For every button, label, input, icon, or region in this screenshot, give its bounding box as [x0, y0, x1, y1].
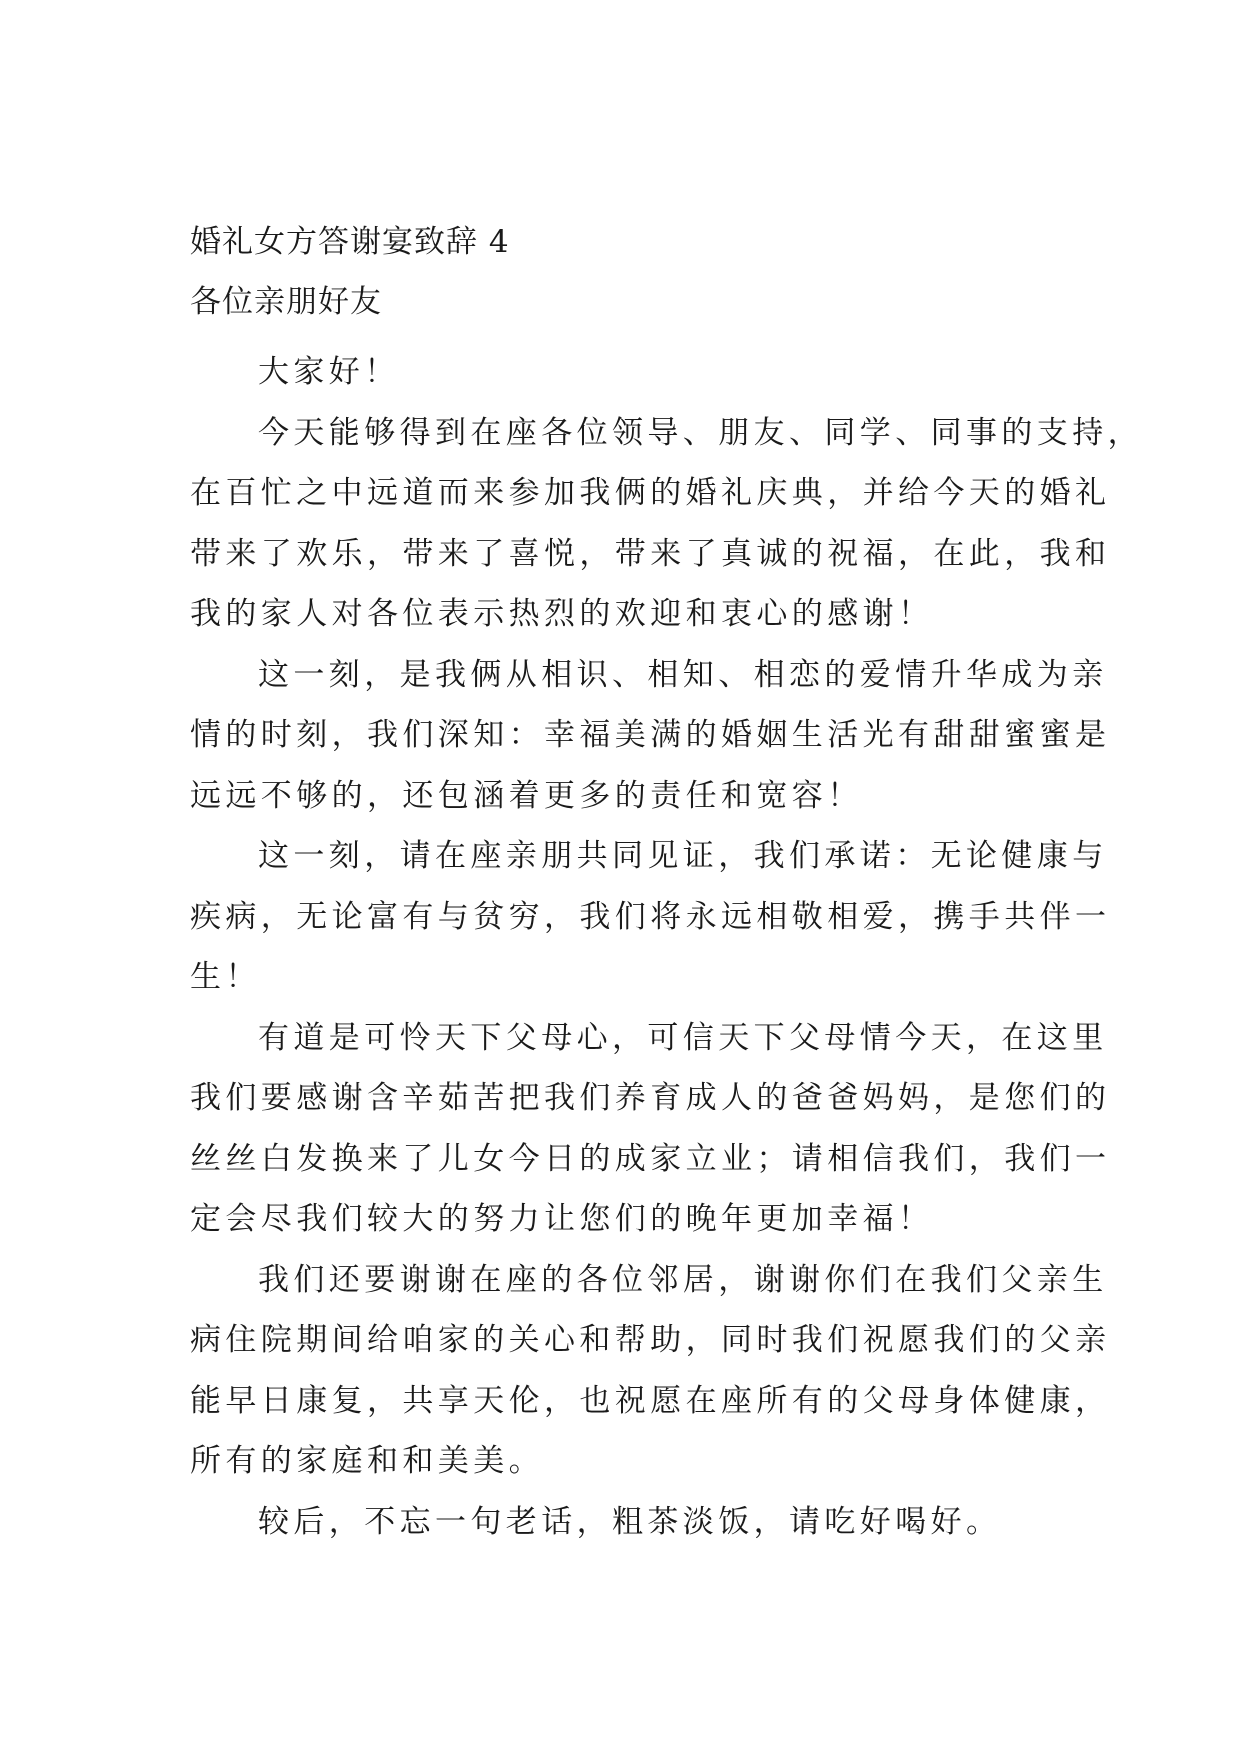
- paragraph-line: 我们还要谢谢在座的各位邻居，谢谢你们在我们父亲生: [258, 1261, 1108, 1298]
- paragraph-line: 定会尽我们较大的努力让您们的晚年更加幸福！: [190, 1201, 934, 1237]
- paragraph: [190, 826, 1111, 1008]
- paragraph-line: 较后，不忘一句老话，粗茶淡饭，请吃好喝好。: [258, 1503, 1002, 1540]
- document-body: [190, 222, 1143, 1552]
- salutation: 各位亲朋好友: [190, 284, 382, 320]
- paragraph: [190, 403, 1143, 645]
- paragraph-line: 疾病，无论富有与贫穷，我们将永远相敬相爱，携手共伴一: [190, 898, 1111, 935]
- paragraph-line: 今天能够得到在座各位领导、朋友、同学、同事的支持，: [258, 414, 1143, 451]
- paragraph-line: 能早日康复，共享天伦，也祝愿在座所有的父母身体健康，: [190, 1382, 1111, 1419]
- paragraph-line: 所有的家庭和和美美。: [190, 1443, 544, 1479]
- paragraph: [190, 1250, 1111, 1492]
- paragraph-line: 大家好！: [258, 354, 400, 390]
- paragraph-line: 我的家人对各位表示热烈的欢迎和衷心的感谢！: [190, 596, 934, 632]
- paragraph-line: 这一刻，是我俩从相识、相知、相恋的爱情升华成为亲: [258, 656, 1108, 693]
- paragraph: [190, 1008, 1111, 1250]
- paragraph-line: 生！: [190, 959, 261, 995]
- paragraph: [190, 645, 1111, 827]
- paragraph: [190, 342, 1070, 403]
- paragraph-line: 这一刻，请在座亲朋共同见证，我们承诺：无论健康与: [258, 838, 1108, 874]
- paragraph: [190, 1492, 1070, 1553]
- paragraph-line: 带来了欢乐，带来了喜悦，带来了真诚的祝福，在此，我和: [190, 535, 1111, 572]
- paragraph-line: 病住院期间给咱家的关心和帮助，同时我们祝愿我们的父亲: [190, 1322, 1111, 1358]
- paragraph-line: 远远不够的，还包涵着更多的责任和宽容！: [190, 777, 863, 814]
- paragraph-list: [190, 342, 1143, 1552]
- paragraph-line: 情的时刻，我们深知：幸福美满的婚姻生活光有甜甜蜜蜜是: [190, 717, 1111, 753]
- document-title: 婚礼女方答谢宴致辞 4: [190, 224, 510, 260]
- paragraph-line: 丝丝白发换来了儿女今日的成家立业；请相信我们，我们一: [190, 1140, 1111, 1177]
- paragraph-line: 我们要感谢含辛茹苦把我们养育成人的爸爸妈妈，是您们的: [190, 1080, 1111, 1116]
- paragraph-line: 有道是可怜天下父母心，可信天下父母情今天，在这里: [258, 1019, 1108, 1056]
- paragraph-line: 在百忙之中远道而来参加我俩的婚礼庆典，并给今天的婚礼: [190, 475, 1111, 511]
